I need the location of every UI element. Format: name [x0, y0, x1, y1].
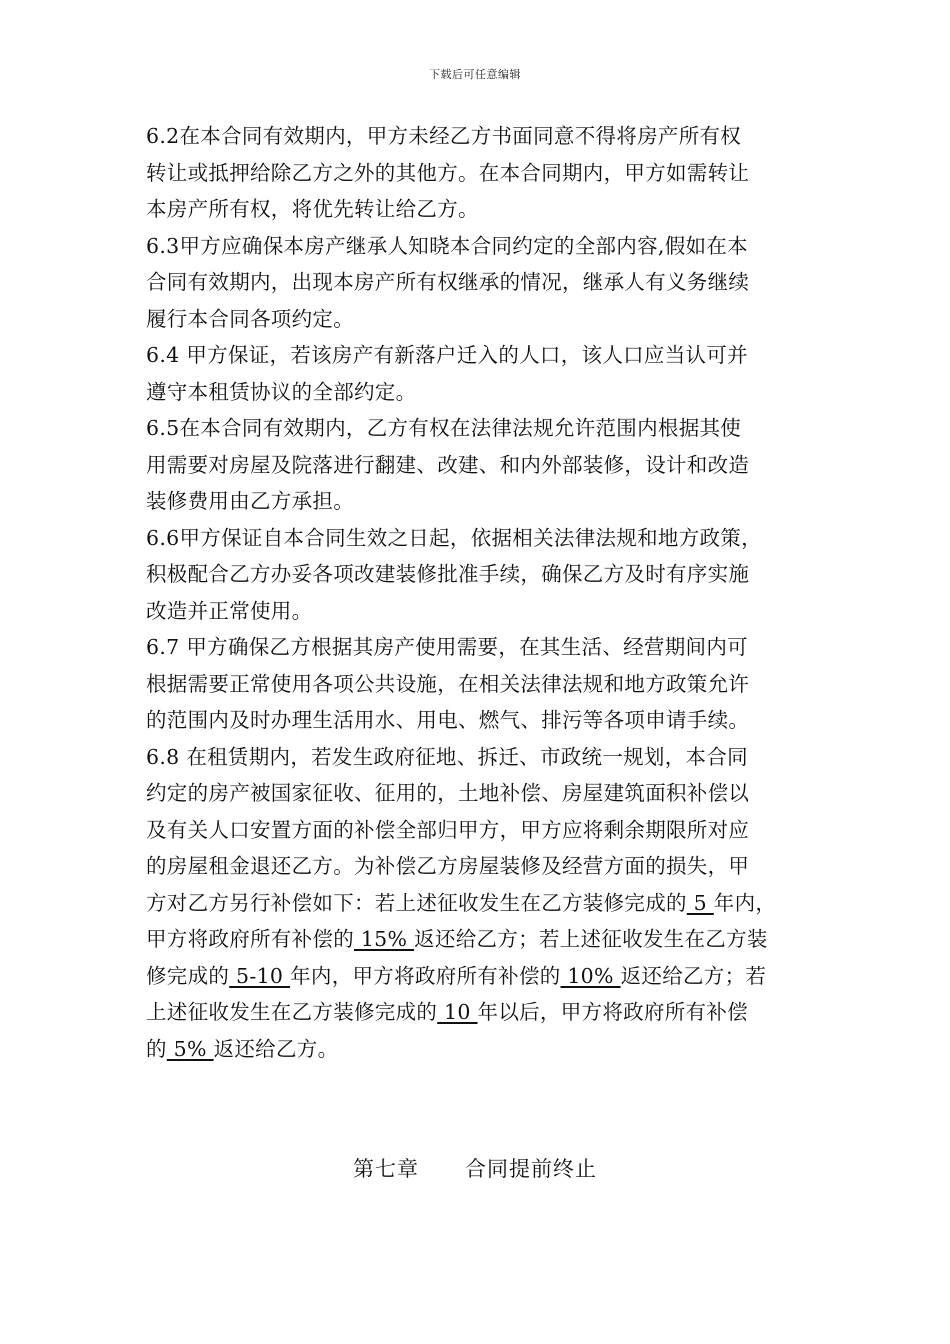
paragraph-line: 遵守本租赁协议的全部约定。: [146, 379, 417, 404]
paragraph-line: 用需要对房屋及院落进行翻建、改建、和内外部装修，设计和改造: [146, 452, 750, 477]
paragraph-line: 6.3甲方应确保本房产继承人知晓本合同约定的全部内容,假如在本: [146, 233, 748, 258]
paragraph-line: 本房产所有权，将优先转让给乙方。: [146, 197, 479, 221]
line-text: 返还给乙方。: [213, 1036, 339, 1061]
filled-blank: 10: [437, 1000, 478, 1024]
paragraph-line: 6.8 在租赁期内，若发生政府征地、拆迁、市政统一规划，本合同: [146, 744, 748, 769]
paragraph-line: 6.4 甲方保证，若该房产有新落户迁入的人口，该人口应当认可并: [146, 343, 748, 367]
line-text: 上述征收发生在乙方装修完成的: [146, 1000, 438, 1024]
line-text: 修完成的: [146, 963, 230, 988]
paragraph-line: 及有关人口安置方面的补偿全部归甲方，甲方应将剩余期限所对应: [146, 817, 750, 842]
paragraph-line: 6.7 甲方确保乙方根据其房产使用需要，在其生活、经营期间内可: [146, 635, 748, 659]
chapter-title: 合同提前终止: [465, 1157, 598, 1181]
paragraph-line: [146, 921, 816, 958]
paragraph-line: 根据需要正常使用各项公共设施，在相关法律法规和地方政策允许: [146, 671, 750, 696]
line-text: 返还给乙方；若上述征收发生在乙方装: [414, 927, 768, 951]
paragraph-line: [146, 994, 816, 1031]
paragraph-line: 6.5在本合同有效期内，乙方有权在法律法规允许范围内根据其使: [146, 416, 742, 440]
paragraph-line: [146, 885, 816, 922]
line-text: 甲方将政府所有补偿的: [146, 927, 354, 951]
chapter-heading: [0, 1153, 950, 1183]
paragraph-line: 合同有效期内，出现本房产所有权继承的情况，继承人有义务继续: [146, 270, 750, 294]
paragraph-line: [146, 1031, 816, 1068]
filled-blank: 5: [686, 890, 714, 915]
line-text: 年内，: [713, 890, 777, 915]
contract-body: [146, 118, 816, 1067]
line-text: 的: [146, 1036, 167, 1061]
paragraph-line: 转让或抵押给除乙方之外的其他方。在本合同期内，甲方如需转让: [146, 160, 750, 185]
line-text: 返还给乙方；若: [620, 963, 767, 988]
paragraph-line: 改造并正常使用。: [146, 598, 313, 623]
paragraph-line: 积极配合乙方办妥各项改建装修批准手续，确保乙方及时有序实施: [146, 562, 750, 586]
line-text: 年内，甲方将政府所有补偿的: [290, 963, 561, 988]
paragraph-line: 的房屋租金退还乙方。为补偿乙方房屋装修及经营方面的损失，甲: [146, 854, 750, 878]
paragraph-line: 的范围内及时办理生活用水、用电、燃气、排污等各项申请手续。: [146, 708, 750, 732]
paragraph-line: 装修费用由乙方承担。: [146, 489, 354, 513]
filled-blank: 5-10: [229, 963, 291, 988]
paragraph-line: 履行本合同各项约定。: [146, 306, 354, 331]
page-header: 下载后可任意编辑: [429, 68, 521, 81]
paragraph-line: 6.6甲方保证自本合同生效之日起，依据相关法律法规和地方政策，: [146, 525, 762, 550]
filled-blank: 5%: [166, 1036, 214, 1061]
paragraph-line: 约定的房产被国家征收、征用的，土地补偿、房屋建筑面积补偿以: [146, 781, 750, 805]
chapter-number: 第七章: [352, 1157, 419, 1181]
filled-blank: 10%: [560, 963, 621, 988]
line-text: 年以后，甲方将政府所有补偿: [477, 1000, 748, 1024]
paragraph-line: 6.2在本合同有效期内，甲方未经乙方书面同意不得将房产所有权: [146, 124, 742, 148]
paragraph-line: [146, 958, 816, 995]
line-text: 方对乙方另行补偿如下：若上述征收发生在乙方装修完成的: [146, 890, 687, 915]
filled-blank: 15%: [354, 927, 415, 951]
